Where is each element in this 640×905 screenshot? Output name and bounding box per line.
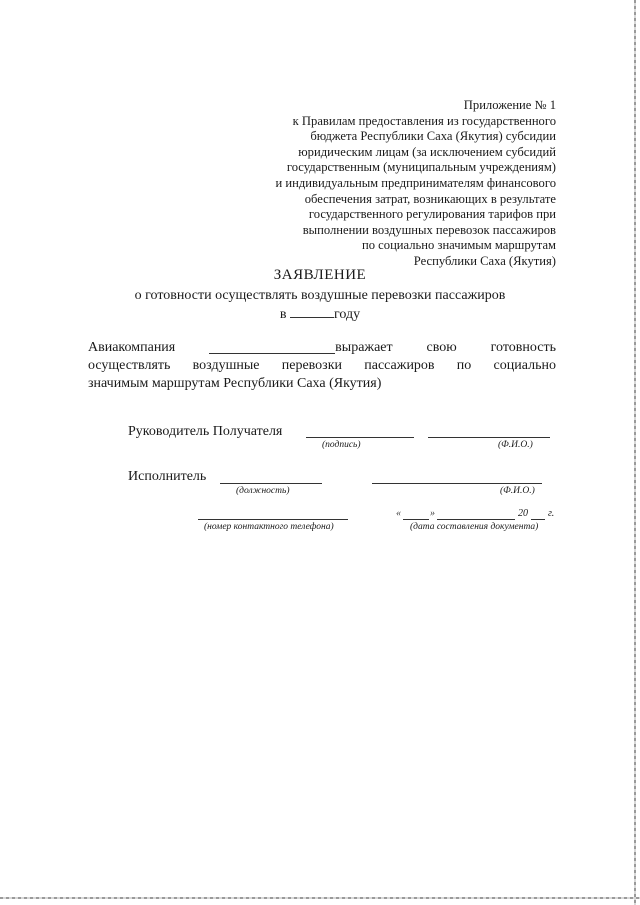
appendix-line: выполнении воздушных перевозок пассажиров bbox=[302, 222, 556, 237]
statement-word: по bbox=[456, 358, 472, 373]
date-day-line bbox=[403, 519, 429, 520]
statement-line bbox=[88, 357, 556, 375]
date-year-prefix: 20 bbox=[518, 508, 528, 519]
appendix-line: юридическим лицам (за исключением субсидий bbox=[298, 144, 556, 159]
executor-name-line bbox=[372, 483, 542, 484]
appendix-line: бюджета Республики Саха (Якутия) субсидии bbox=[310, 129, 556, 144]
statement-line: значимым маршрутам Республики Саха (Якутия) bbox=[88, 376, 382, 391]
document-title: ЗАЯВЛЕНИЕ bbox=[273, 267, 367, 283]
airline-blank-group bbox=[209, 339, 392, 357]
phone-caption: (номер контактного телефона) bbox=[204, 522, 334, 532]
appendix-line: к Правилам предоставления из государственного bbox=[292, 113, 556, 128]
statement-word: социально bbox=[493, 358, 556, 373]
date-year-suffix: г. bbox=[548, 508, 555, 519]
head-label: Руководитель Получателя bbox=[128, 424, 283, 439]
date-month-line bbox=[437, 519, 515, 520]
airline-name-blank bbox=[209, 339, 335, 354]
statement-word: свою bbox=[426, 340, 457, 355]
head-name-caption: (Ф.И.О.) bbox=[498, 440, 533, 450]
executor-label: Исполнитель bbox=[128, 469, 207, 484]
head-sign-caption: (подпись) bbox=[322, 440, 361, 450]
appendix-line: по социально значимым маршрутам bbox=[362, 238, 556, 253]
head-signature-line bbox=[306, 437, 414, 438]
year-prefix: в bbox=[279, 307, 287, 322]
appendix-line: и индивидуальным предпринимателям финансового bbox=[275, 175, 556, 190]
appendix-line: Приложение № 1 bbox=[463, 98, 556, 112]
statement-body bbox=[88, 339, 556, 393]
executor-position-line bbox=[220, 483, 322, 484]
statement-word: готовность bbox=[490, 340, 556, 355]
scan-edge-right bbox=[634, 0, 636, 905]
appendix-block bbox=[236, 98, 556, 270]
date-open-quote: « bbox=[396, 508, 401, 519]
appendix-line: Республики Саха (Якутия) bbox=[413, 253, 556, 268]
phone-line bbox=[198, 519, 348, 520]
appendix-line: государственным (муниципальным учреждениям) bbox=[286, 160, 556, 175]
scan-edge-bottom bbox=[0, 897, 640, 899]
statement-line bbox=[88, 339, 556, 357]
date-caption: (дата составления документа) bbox=[410, 522, 539, 532]
head-name-line bbox=[428, 437, 550, 438]
appendix-line: государственного регулирования тарифов при bbox=[308, 207, 556, 222]
statement-word: осуществлять bbox=[88, 358, 171, 373]
executor-name-caption: (Ф.И.О.) bbox=[500, 486, 535, 496]
date-year-line bbox=[531, 519, 545, 520]
appendix-line: обеспечения затрат, возникающих в результате bbox=[304, 191, 556, 206]
statement-word: пассажиров bbox=[364, 358, 435, 373]
year-line bbox=[0, 307, 640, 323]
statement-word: выражает bbox=[335, 340, 393, 355]
statement-word: воздушные bbox=[192, 358, 260, 373]
statement-word: Авиакомпания bbox=[88, 340, 176, 355]
statement-word: перевозки bbox=[281, 358, 342, 373]
year-suffix: году bbox=[334, 307, 361, 322]
executor-position-caption: (должность) bbox=[236, 486, 290, 496]
document-subtitle: о готовности осуществлять воздушные перевозки пассажиров bbox=[134, 288, 506, 303]
date-close-quote: » bbox=[430, 508, 435, 519]
year-blank bbox=[290, 317, 334, 318]
